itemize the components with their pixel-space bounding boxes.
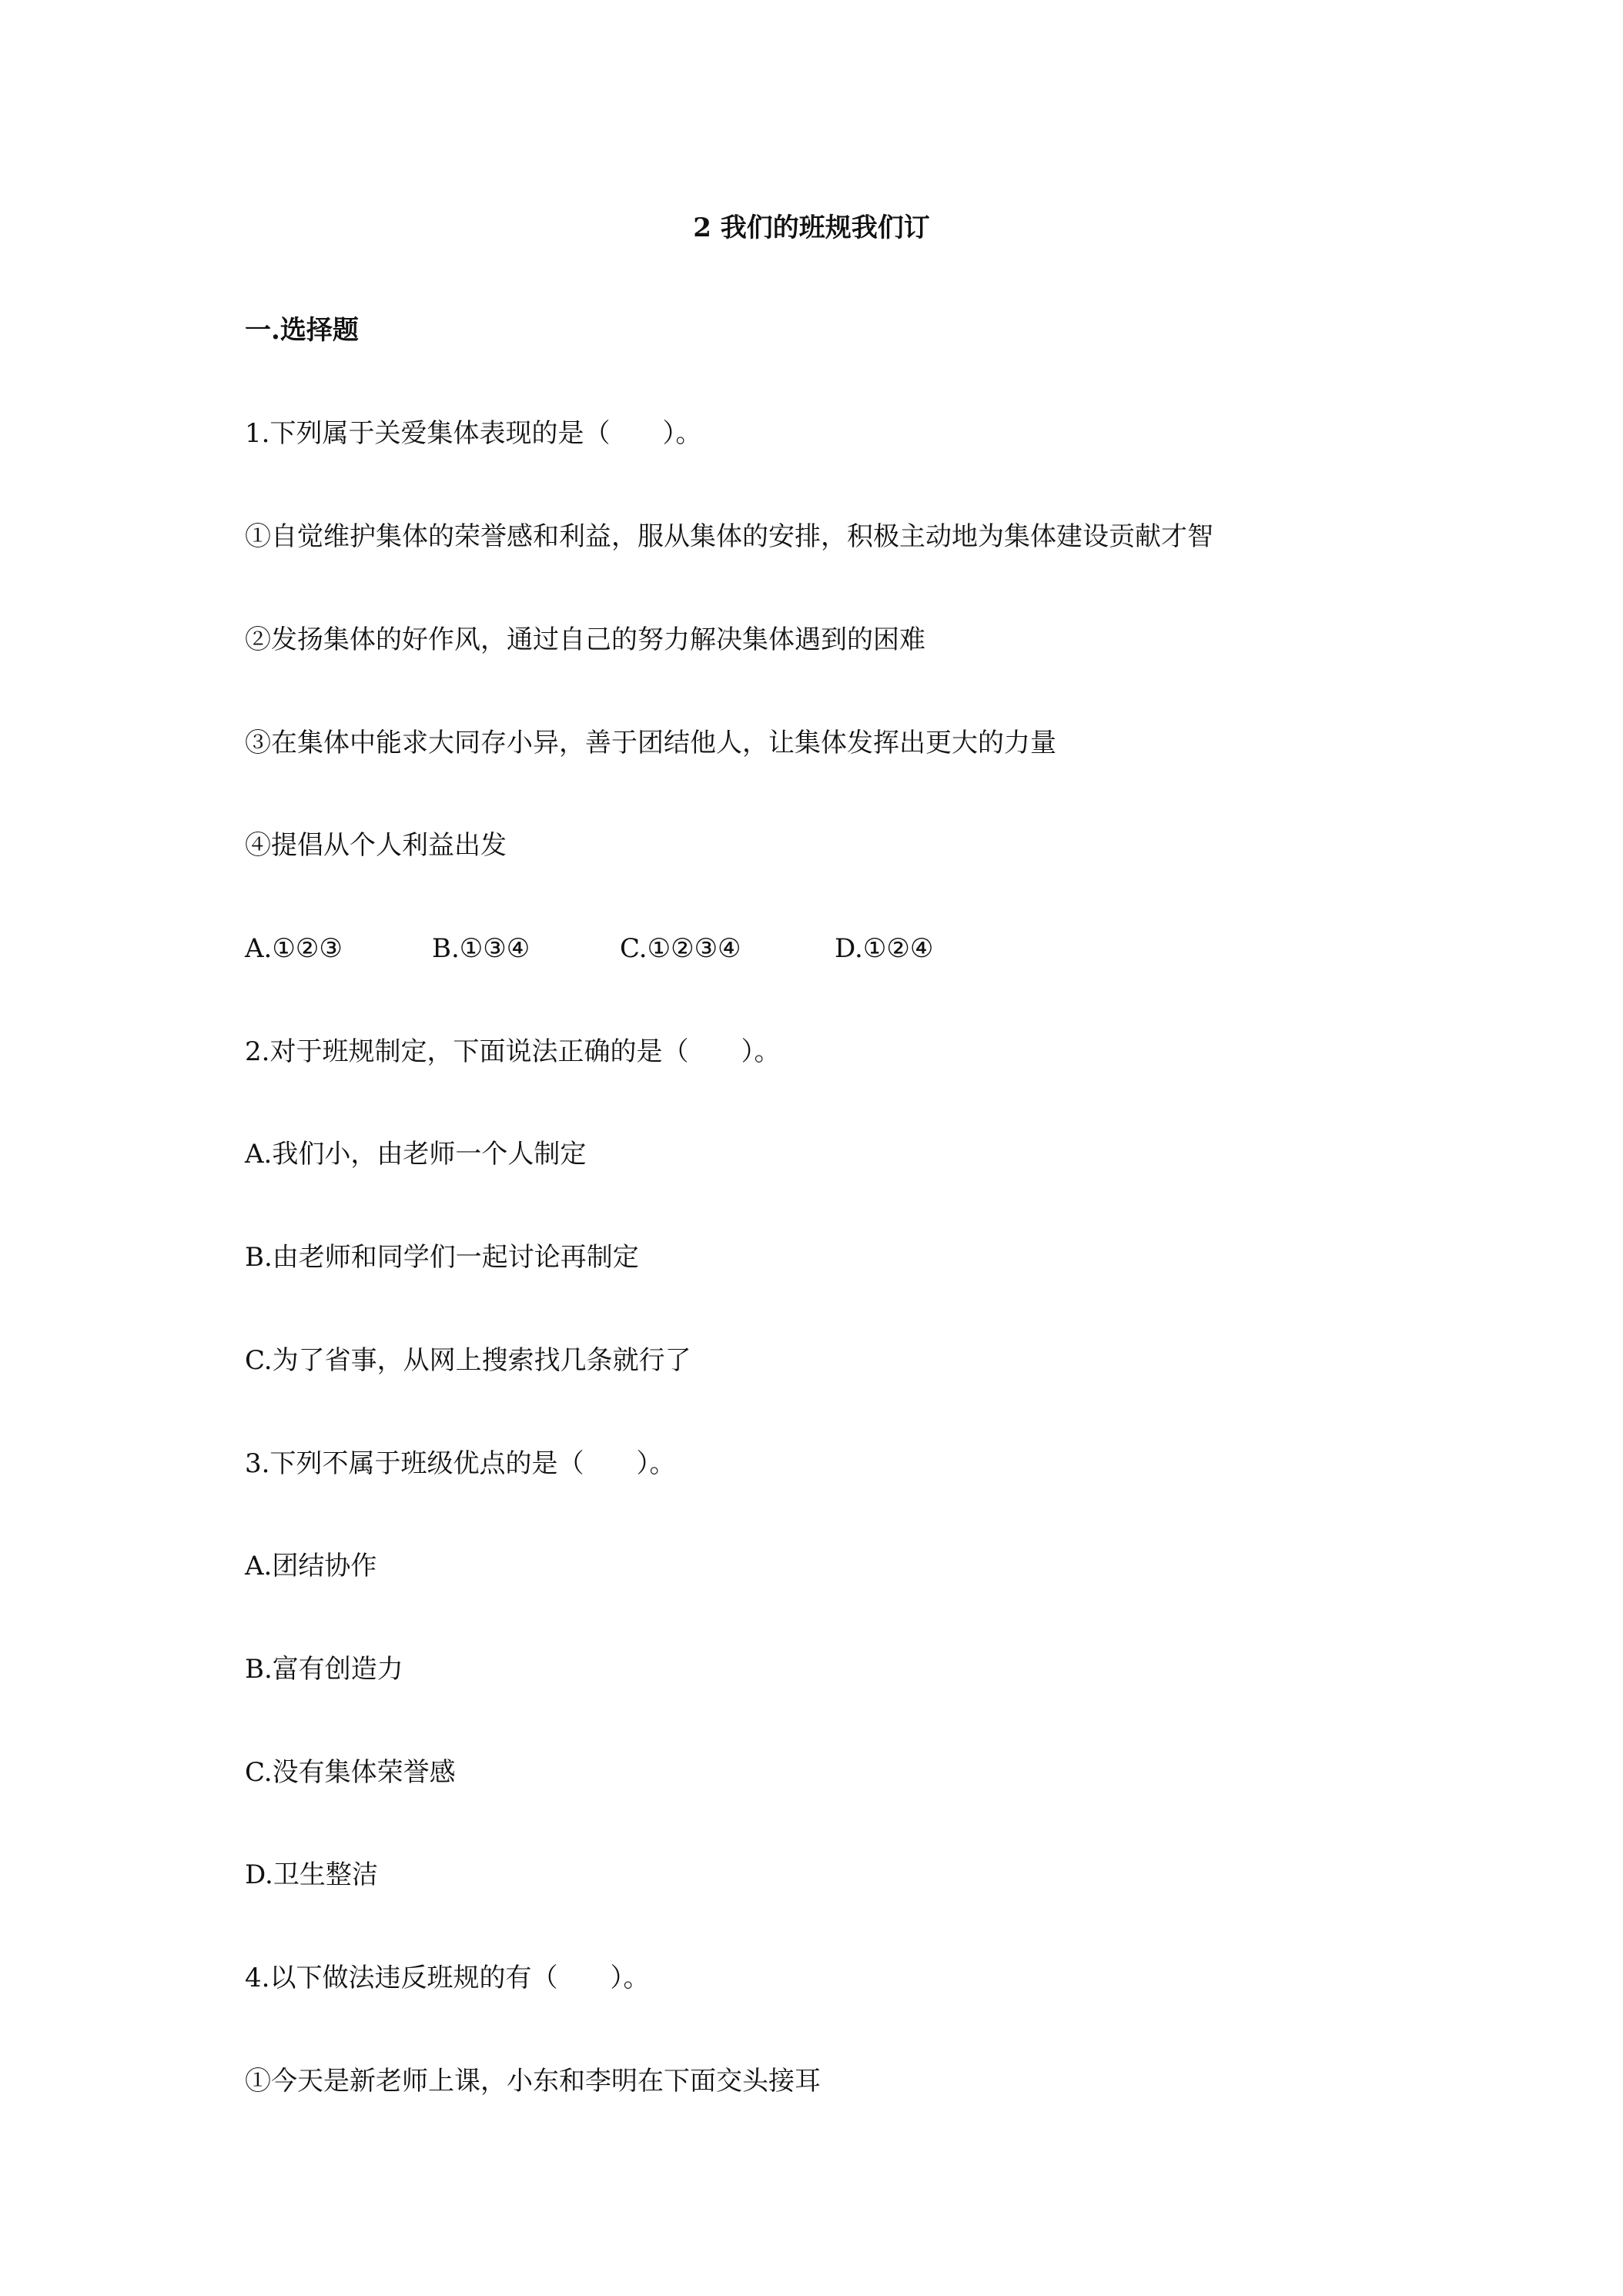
question-1-option-b[interactable]: B.①③④ [432, 933, 530, 964]
question-1-statement-3: ③在集体中能求大同存小异，善于团结他人，让集体发挥出更大的力量 [245, 728, 1056, 758]
question-3-option-c[interactable]: C.没有集体荣誉感 [245, 1757, 456, 1788]
question-1-statement-4: ④提倡从个人利益出发 [245, 830, 507, 861]
question-3-option-d[interactable]: D.卫生整洁 [245, 1859, 378, 1890]
document-title: 2 我们的班规我们订 [693, 213, 930, 243]
question-1-option-a[interactable]: A.①②③ [245, 933, 343, 964]
question-1-option-c[interactable]: C.①②③④ [620, 933, 741, 964]
question-2-option-a[interactable]: A.我们小，由老师一个人制定 [245, 1139, 587, 1170]
section-heading: 一.选择题 [245, 315, 359, 346]
question-1-statement-2: ②发扬集体的好作风，通过自己的努力解决集体遇到的困难 [245, 624, 925, 655]
question-3-stem: 3.下列不属于班级优点的是（ ）。 [245, 1448, 676, 1479]
question-2-option-c[interactable]: C.为了省事，从网上搜索找几条就行了 [245, 1345, 691, 1376]
question-2-stem: 2.对于班规制定，下面说法正确的是（ ）。 [245, 1036, 781, 1067]
question-4-statement-1: ①今天是新老师上课，小东和李明在下面交头接耳 [245, 2066, 821, 2097]
question-1-option-d[interactable]: D.①②④ [835, 933, 934, 964]
question-1-stem: 1.下列属于关爱集体表现的是（ ）。 [245, 418, 702, 449]
question-3-option-b[interactable]: B.富有创造力 [245, 1654, 403, 1685]
question-4-stem: 4.以下做法违反班规的有（ ）。 [245, 1963, 650, 1993]
question-3-option-a[interactable]: A.团结协作 [245, 1551, 377, 1581]
question-1-statement-1: ①自觉维护集体的荣誉感和利益，服从集体的安排，积极主动地为集体建设贡献才智 [245, 521, 1213, 552]
question-2-option-b[interactable]: B.由老师和同学们一起讨论再制定 [245, 1242, 639, 1273]
